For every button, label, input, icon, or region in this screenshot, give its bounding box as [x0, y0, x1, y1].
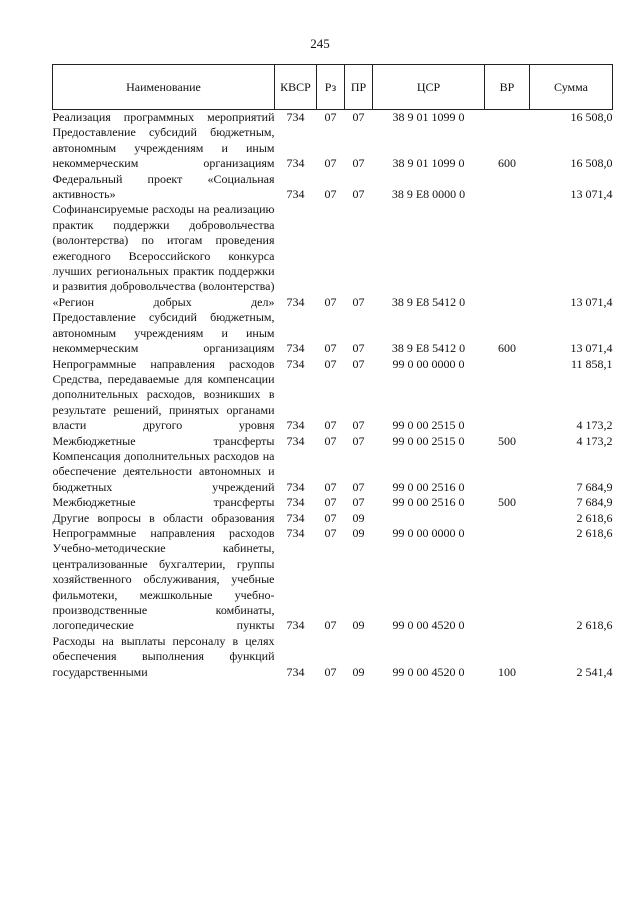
row-name	[53, 202, 275, 310]
table-body	[53, 110, 613, 681]
row-vr	[485, 172, 530, 203]
row-pr: 07	[352, 495, 365, 510]
row-pr: 09	[352, 618, 365, 633]
row-vr	[485, 357, 530, 372]
row-name-text: Непрограммные направления расходов	[52, 356, 275, 371]
row-rz: 07	[324, 110, 337, 124]
row-name	[53, 110, 275, 126]
row-name	[53, 449, 275, 495]
row-name-text: Федеральный проект «Социальная активность»	[52, 171, 275, 202]
row-csr: 99 0 00 0000 0	[392, 525, 465, 540]
row-name-text: Непрограммные направления расходов	[52, 525, 275, 540]
row-csr	[373, 511, 485, 526]
row-rz: 07	[324, 433, 337, 448]
row-kvsr: 734	[286, 156, 305, 171]
header-rz: Рз	[317, 65, 345, 110]
row-vr: 100	[498, 664, 516, 679]
row-sum: 13 071,4	[570, 187, 613, 202]
budget-table	[52, 64, 613, 680]
row-name-text: Предоставление субсидий бюджетным, автономным учреждениям и иным некоммерческим организациям	[52, 125, 275, 171]
row-kvsr: 734	[286, 418, 305, 433]
table-row	[53, 172, 613, 203]
row-vr	[485, 110, 530, 126]
row-vr: 500	[498, 495, 516, 510]
row-vr	[485, 541, 530, 633]
row-csr: 38 9 E8 5412 0	[391, 341, 466, 356]
header-sum: Сумма	[530, 65, 613, 110]
row-pr: 07	[352, 433, 365, 448]
row-sum: 13 071,4	[570, 294, 613, 309]
row-sum: 7 684,9	[576, 495, 613, 510]
row-name	[53, 310, 275, 356]
row-name-text: Реализация программных мероприятий	[52, 110, 275, 124]
header-kvsr: КВСР	[275, 65, 317, 110]
table-header-row	[53, 65, 613, 110]
row-sum: 2 541,4	[576, 664, 613, 679]
row-pr: 07	[352, 356, 365, 371]
row-rz: 07	[324, 525, 337, 540]
row-sum: 7 684,9	[576, 479, 613, 494]
row-csr: 99 0 00 2516 0	[392, 495, 465, 510]
row-name	[53, 434, 275, 449]
table-row	[53, 434, 613, 449]
header-pr: ПР	[345, 65, 373, 110]
row-pr: 09	[352, 664, 365, 679]
row-name	[53, 372, 275, 434]
row-csr: 38 9 01 1099 0	[392, 110, 465, 124]
row-kvsr: 734	[286, 110, 305, 124]
row-pr: 07	[352, 479, 365, 494]
row-csr: 99 0 00 4520 0	[392, 664, 465, 679]
row-name	[53, 172, 275, 203]
row-vr	[485, 372, 530, 434]
table-row	[53, 372, 613, 434]
row-kvsr: 734	[286, 525, 305, 540]
row-pr: 07	[352, 187, 365, 202]
row-name-text: Другие вопросы в области образования	[52, 510, 275, 525]
row-sum: 2 618,6	[576, 618, 613, 633]
row-rz: 07	[324, 479, 337, 494]
row-vr: 600	[498, 156, 516, 171]
row-csr: 99 0 00 4520 0	[392, 618, 465, 633]
row-kvsr: 734	[286, 510, 305, 525]
row-rz: 07	[324, 418, 337, 433]
row-sum: 16 508,0	[570, 156, 613, 171]
row-kvsr: 734	[286, 433, 305, 448]
row-name	[53, 526, 275, 541]
row-sum: 11 858,1	[570, 356, 613, 371]
row-vr	[485, 202, 530, 310]
row-csr: 38 9 E8 5412 0	[391, 294, 466, 309]
table-row	[53, 449, 613, 495]
row-name	[53, 511, 275, 526]
row-rz: 07	[324, 294, 337, 309]
row-pr: 07	[352, 341, 365, 356]
row-vr: 500	[498, 433, 516, 448]
row-kvsr: 734	[286, 495, 305, 510]
row-pr: 07	[352, 156, 365, 171]
row-pr: 07	[352, 418, 365, 433]
row-csr: 99 0 00 2515 0	[392, 418, 465, 433]
row-kvsr: 734	[286, 356, 305, 371]
row-rz: 07	[324, 187, 337, 202]
row-kvsr: 734	[286, 479, 305, 494]
table-row	[53, 202, 613, 310]
row-name	[53, 357, 275, 372]
row-name	[53, 125, 275, 171]
row-sum: 13 071,4	[570, 341, 613, 356]
row-name-text: Учебно-методические кабинеты, централизованные бухгалтерии, группы хозяйственного обслуживания, учебные фильмотеки, межшкольные учебно-производственные комбинаты, логопедические пункты	[52, 541, 275, 633]
row-pr: 07	[352, 110, 365, 124]
row-name-text: Средства, передаваемые для компенсации дополнительных расходов, возникших в результате решений, принятых органами власти другого уровня	[52, 371, 275, 433]
row-rz: 07	[324, 664, 337, 679]
row-rz: 07	[324, 156, 337, 171]
row-name	[53, 634, 275, 680]
row-pr: 09	[352, 510, 365, 525]
row-rz: 07	[324, 341, 337, 356]
row-kvsr: 734	[286, 618, 305, 633]
row-name-text: Межбюджетные трансферты	[52, 433, 275, 448]
row-rz: 07	[324, 356, 337, 371]
table-row	[53, 110, 613, 126]
table-row	[53, 511, 613, 526]
header-csr: ЦСР	[373, 65, 485, 110]
row-sum: 16 508,0	[570, 110, 613, 124]
row-csr: 38 9 E8 0000 0	[391, 187, 466, 202]
page-number: 245	[310, 36, 330, 51]
row-rz: 07	[324, 618, 337, 633]
row-kvsr: 734	[286, 294, 305, 309]
row-name-text: Межбюджетные трансферты	[52, 495, 275, 510]
row-vr	[485, 449, 530, 495]
row-csr: 99 0 00 2516 0	[392, 479, 465, 494]
row-name	[53, 541, 275, 633]
row-vr	[485, 511, 530, 526]
row-pr: 09	[352, 525, 365, 540]
row-sum: 4 173,2	[576, 418, 613, 433]
header-name: Наименование	[53, 65, 275, 110]
row-sum: 2 618,6	[576, 525, 613, 540]
row-name	[53, 495, 275, 510]
row-csr: 38 9 01 1099 0	[392, 156, 465, 171]
row-name-text: Предоставление субсидий бюджетным, автономным учреждениям и иным некоммерческим организациям	[52, 310, 275, 356]
row-name-text: Компенсация дополнительных расходов на обеспечение деятельности автономных и бюджетных учреждений	[52, 448, 275, 494]
table-row	[53, 495, 613, 510]
row-sum: 4 173,2	[576, 433, 613, 448]
table-row	[53, 634, 613, 680]
row-rz: 07	[324, 510, 337, 525]
row-kvsr: 734	[286, 341, 305, 356]
table-row	[53, 310, 613, 356]
row-csr: 99 0 00 2515 0	[392, 433, 465, 448]
row-name-text: Софинансируемые расходы на реализацию практик поддержки добровольчества (волонтерства) по итогам проведения ежегодного Всероссийского конкурса лучших региональных практик поддержки и развития добровольчества (волонтерства) «Регион добрых дел»	[52, 202, 275, 309]
table-row	[53, 125, 613, 171]
table-row	[53, 357, 613, 372]
table-row	[53, 526, 613, 541]
row-kvsr: 734	[286, 187, 305, 202]
row-kvsr: 734	[286, 664, 305, 679]
row-pr: 07	[352, 294, 365, 309]
row-vr: 600	[498, 341, 516, 356]
row-sum: 2 618,6	[576, 510, 613, 525]
row-vr	[485, 526, 530, 541]
row-csr: 99 0 00 0000 0	[392, 356, 465, 371]
row-name-text: Расходы на выплаты персоналу в целях обеспечения выполнения функций государственными	[52, 633, 275, 679]
table-row	[53, 541, 613, 633]
header-vr: ВР	[485, 65, 530, 110]
row-rz: 07	[324, 495, 337, 510]
